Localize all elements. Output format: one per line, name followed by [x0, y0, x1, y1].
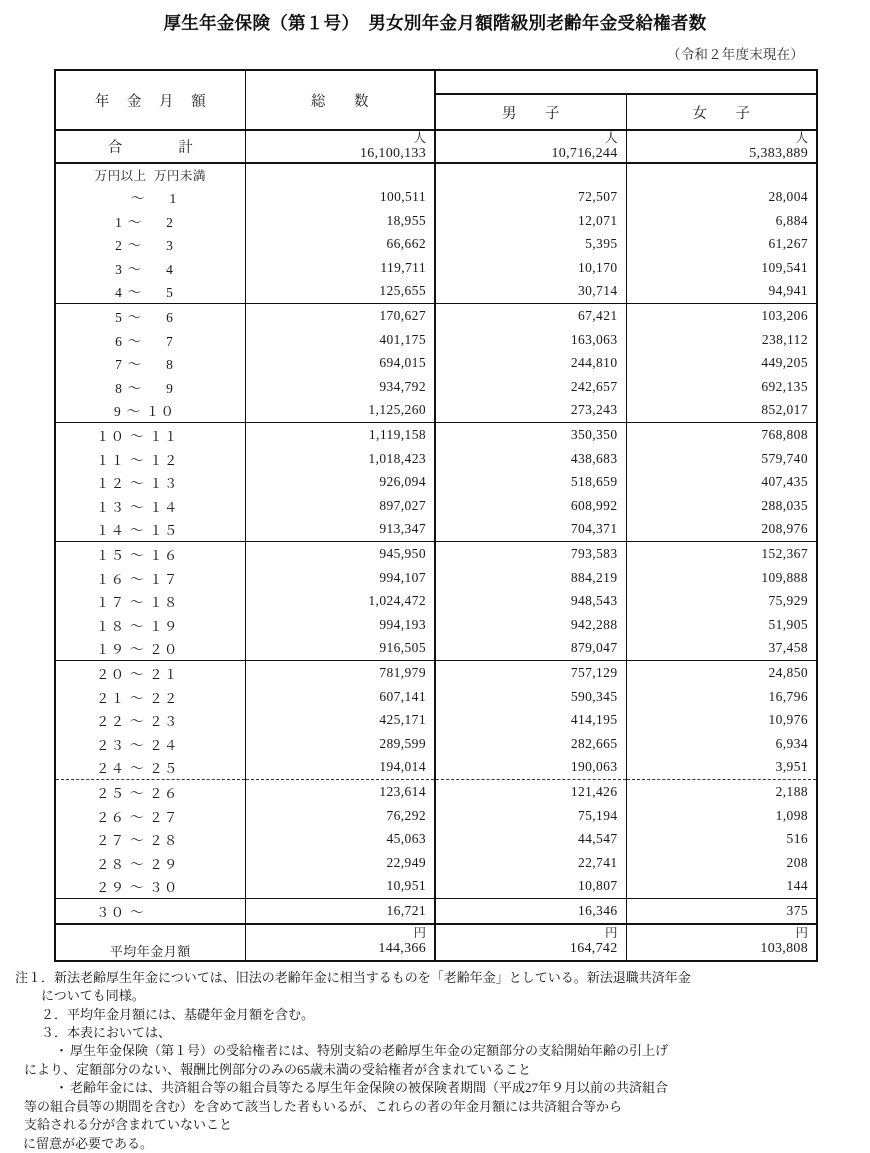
row-range-7 [55, 351, 245, 375]
row-female-25: 2,188 [626, 780, 817, 804]
row-range-29 [55, 874, 245, 898]
row-range-3 [55, 256, 245, 280]
row-female-20: 24,850 [626, 661, 817, 685]
row-range-16 [55, 566, 245, 590]
summary-row-total [55, 130, 817, 163]
table-row [55, 447, 817, 471]
row-range-label: ２５ ～ ２６ [95, 785, 179, 801]
row-female-18: 51,905 [626, 613, 817, 637]
row-total-0: 100,511 [245, 185, 435, 209]
summary-male-unit: 人 [604, 131, 618, 145]
row-range-label: 5 ～ 6 [100, 310, 175, 326]
row-total-23: 289,599 [245, 732, 435, 756]
row-female-13: 288,035 [626, 494, 817, 518]
row-total-12: 926,094 [245, 470, 435, 494]
row-range-2 [55, 232, 245, 256]
row-female-12: 407,435 [626, 470, 817, 494]
table-row [55, 756, 817, 780]
row-total-20: 781,979 [245, 661, 435, 685]
row-range-20 [55, 661, 245, 685]
table-row [55, 304, 817, 328]
table-row [55, 399, 817, 423]
row-range-23 [55, 732, 245, 756]
note-3-bullet-1-continued [15, 1061, 855, 1079]
row-female-22: 10,976 [626, 708, 817, 732]
row-male-15: 793,583 [435, 542, 626, 566]
row-total-18: 994,193 [245, 613, 435, 637]
note-1-continued [15, 987, 855, 1005]
table-row [55, 280, 817, 304]
row-total-5: 170,627 [245, 304, 435, 328]
average-total-unit: 円 [413, 926, 426, 941]
row-total-10: 1,119,158 [245, 423, 435, 447]
row-male-24: 190,063 [435, 756, 626, 780]
row-female-26: 1,098 [626, 804, 817, 828]
summary-total [245, 130, 435, 163]
row-range-24 [55, 756, 245, 780]
row-male-23: 282,665 [435, 732, 626, 756]
header-male-column: 男 子 [435, 94, 626, 130]
note-1 [15, 969, 855, 987]
row-male-9: 273,243 [435, 399, 626, 423]
table-row [55, 661, 817, 685]
row-range-0 [55, 185, 245, 209]
row-range-label: １２ ～ １３ [95, 476, 179, 492]
row-range-11 [55, 447, 245, 471]
row-range-18 [55, 613, 245, 637]
table-row [55, 685, 817, 709]
row-male-11: 438,683 [435, 447, 626, 471]
row-range-label: １６ ～ １７ [95, 571, 179, 587]
table-row [55, 780, 817, 804]
row-male-29: 10,807 [435, 874, 626, 898]
average-total-value: 144,366 [378, 941, 426, 957]
row-range-label: １１ ～ １２ [95, 452, 179, 468]
row-male-21: 590,345 [435, 685, 626, 709]
row-range-13 [55, 494, 245, 518]
note-1-line-1: 新法老齢厚生年金については、旧法の老齢年金に相当するものを「老齢年金」としている。新法退職共済年金 [54, 969, 691, 985]
table-row [55, 351, 817, 375]
row-total-29: 10,951 [245, 874, 435, 898]
row-range-17 [55, 589, 245, 613]
row-range-5 [55, 304, 245, 328]
range-subheader-female-blank [626, 163, 817, 185]
average-total [245, 924, 435, 961]
row-total-19: 916,505 [245, 637, 435, 661]
row-range-label: ２４ ～ ２５ [95, 761, 179, 777]
note-3-text: 本表においては、 [67, 1025, 172, 1041]
row-female-9: 852,017 [626, 399, 817, 423]
row-female-27: 516 [626, 827, 817, 851]
row-male-0: 72,507 [435, 185, 626, 209]
pension-statistics-table [54, 69, 818, 962]
note-1-marker: 注１． [15, 969, 55, 985]
row-female-0: 28,004 [626, 185, 817, 209]
row-range-label: ２０ ～ ２１ [95, 666, 179, 682]
note-3-bullet-2-line-2: 等の組合員等の期間を含む）を含めて該当した者もいるが、これらの者の年金月額には共済組合等から [24, 1098, 623, 1114]
row-female-15: 152,367 [626, 542, 817, 566]
header-spacer [435, 70, 817, 94]
table-row [55, 232, 817, 256]
summary-male [435, 130, 626, 163]
table-row [55, 375, 817, 399]
row-female-7: 449,205 [626, 351, 817, 375]
row-total-7: 694,015 [245, 351, 435, 375]
row-total-27: 45,063 [245, 827, 435, 851]
row-male-22: 414,195 [435, 708, 626, 732]
row-male-6: 163,063 [435, 328, 626, 352]
bullet-icon-2: ・ [55, 1080, 69, 1096]
row-female-2: 61,267 [626, 232, 817, 256]
row-range-label: ３０ ～ [95, 904, 179, 920]
row-total-16: 994,107 [245, 566, 435, 590]
average-female-unit: 円 [795, 926, 808, 941]
row-range-19 [55, 637, 245, 661]
row-range-label: 6 ～ 7 [100, 333, 175, 349]
row-range-label: １７ ～ １８ [95, 595, 179, 611]
note-3-bullet-2-line-3: 支給される分が含まれていないこと [24, 1117, 233, 1133]
table-row [55, 851, 817, 875]
note-3-bullet-1 [15, 1042, 855, 1060]
row-male-7: 244,810 [435, 351, 626, 375]
note-2-text: 平均年金月額には、基礎年金月額を含む。 [67, 1006, 315, 1022]
row-total-14: 913,347 [245, 518, 435, 542]
row-range-4 [55, 280, 245, 304]
row-total-17: 1,024,472 [245, 589, 435, 613]
note-3-bullet-2-continued-b [15, 1116, 855, 1134]
summary-female-unit: 人 [795, 131, 808, 145]
row-range-label: １９ ～ ２０ [95, 642, 179, 658]
row-range-8 [55, 375, 245, 399]
table-row [55, 423, 817, 447]
table-row [55, 494, 817, 518]
average-male [435, 924, 626, 961]
note-2 [15, 1006, 855, 1024]
row-range-label: ２７ ～ ２８ [95, 833, 179, 849]
row-range-label: 4 ～ 5 [100, 285, 175, 301]
row-range-28 [55, 851, 245, 875]
row-male-13: 608,992 [435, 494, 626, 518]
row-male-1: 12,071 [435, 209, 626, 233]
table-row [55, 328, 817, 352]
note-3-bullet-1-line-2: により、定額部分のない、報酬比例部分のみの65歳未満の受給権者が含まれていること [24, 1061, 532, 1077]
row-female-8: 692,135 [626, 375, 817, 399]
table-row [55, 470, 817, 494]
row-range-label: １４ ～ １５ [95, 523, 179, 539]
row-total-22: 425,171 [245, 708, 435, 732]
row-female-16: 109,888 [626, 566, 817, 590]
header-range-column: 年 金 月 額 [55, 70, 245, 130]
row-range-14 [55, 518, 245, 542]
range-subheader-total-blank [245, 163, 435, 185]
row-total-24: 194,014 [245, 756, 435, 780]
row-male-5: 67,421 [435, 304, 626, 328]
row-male-2: 5,395 [435, 232, 626, 256]
summary-total-value: 16,100,133 [360, 145, 426, 161]
row-male-14: 704,371 [435, 518, 626, 542]
row-total-25: 123,614 [245, 780, 435, 804]
table-row [55, 613, 817, 637]
average-female-value: 103,808 [760, 941, 808, 957]
page-subtitle: （令和２年度末現在） [667, 47, 804, 62]
row-total-1: 18,955 [245, 209, 435, 233]
average-female [626, 924, 817, 961]
row-range-label: 9 ～ １０ [99, 404, 176, 420]
row-total-11: 1,018,423 [245, 447, 435, 471]
row-total-26: 76,292 [245, 804, 435, 828]
row-range-label: 1 ～ 2 [100, 214, 175, 230]
note-3-bullet-2 [15, 1079, 855, 1097]
row-total-2: 66,662 [245, 232, 435, 256]
row-male-18: 942,288 [435, 613, 626, 637]
summary-male-value: 10,716,244 [551, 145, 618, 161]
row-male-20: 757,129 [435, 661, 626, 685]
row-female-3: 109,541 [626, 256, 817, 280]
page-title: 厚生年金保険（第１号） 男女別年金月額階級別老齢年金受給権者数 [163, 13, 707, 33]
note-3-bullet-2-continued-a [15, 1098, 855, 1116]
row-range-21 [55, 685, 245, 709]
row-range-label: ～ 1 [97, 191, 178, 207]
average-male-value: 164,742 [569, 941, 618, 957]
row-female-5: 103,206 [626, 304, 817, 328]
row-male-4: 30,714 [435, 280, 626, 304]
row-range-27 [55, 827, 245, 851]
row-male-27: 44,547 [435, 827, 626, 851]
summary-label: 合 計 [55, 130, 245, 163]
row-female-11: 579,740 [626, 447, 817, 471]
row-range-label: ２２ ～ ２３ [95, 714, 179, 730]
row-female-23: 6,934 [626, 732, 817, 756]
average-label: 平均年金月額 [55, 924, 245, 961]
row-total-21: 607,141 [245, 685, 435, 709]
row-female-4: 94,941 [626, 280, 817, 304]
row-female-1: 6,884 [626, 209, 817, 233]
range-subheader-row [55, 163, 817, 185]
header-female-column: 女 子 [626, 94, 817, 130]
table-row [55, 899, 817, 924]
row-range-22 [55, 708, 245, 732]
notes-closing-text: に留意が必要である。 [23, 1135, 154, 1151]
row-range-26 [55, 804, 245, 828]
pension-table-container [54, 69, 816, 962]
row-total-30: 16,721 [245, 899, 435, 924]
table-row [55, 804, 817, 828]
row-female-14: 208,976 [626, 518, 817, 542]
range-subheader-to: 万円未満 [153, 169, 206, 184]
row-range-label: １３ ～ １４ [95, 499, 179, 515]
table-header-row-top [55, 70, 817, 94]
row-range-25 [55, 780, 245, 804]
row-range-15 [55, 542, 245, 566]
table-row [55, 566, 817, 590]
row-range-label: １５ ～ １６ [95, 547, 179, 563]
row-female-10: 768,808 [626, 423, 817, 447]
row-total-15: 945,950 [245, 542, 435, 566]
table-row [55, 185, 817, 209]
note-3-bullet-1-line-1: 厚生年金保険（第１号）の受給権者には、特別支給の老齢厚生年金の定額部分の支給開始年齢の引上げ [70, 1043, 669, 1059]
row-total-4: 125,655 [245, 280, 435, 304]
bullet-icon: ・ [55, 1043, 69, 1059]
row-male-28: 22,741 [435, 851, 626, 875]
summary-total-unit: 人 [413, 131, 426, 145]
row-range-6 [55, 328, 245, 352]
table-row [55, 209, 817, 233]
table-row [55, 827, 817, 851]
row-range-9 [55, 399, 245, 423]
row-total-9: 1,125,260 [245, 399, 435, 423]
row-range-label: ２１ ～ ２２ [95, 690, 179, 706]
row-range-label: 7 ～ 8 [100, 357, 175, 373]
row-range-label: １８ ～ １９ [95, 618, 179, 634]
row-range-label: 8 ～ 9 [100, 380, 175, 396]
table-row [55, 874, 817, 898]
average-row [55, 924, 817, 961]
row-range-10 [55, 423, 245, 447]
note-1-line-2: についても同様。 [41, 988, 145, 1004]
row-total-6: 401,175 [245, 328, 435, 352]
row-range-label: ２８ ～ ２９ [95, 856, 179, 872]
row-male-30: 16,346 [435, 899, 626, 924]
row-range-label: ２９ ～ ３０ [95, 880, 179, 896]
row-male-25: 121,426 [435, 780, 626, 804]
row-range-1 [55, 209, 245, 233]
table-row [55, 708, 817, 732]
row-range-12 [55, 470, 245, 494]
table-row [55, 542, 817, 566]
range-subheader [55, 163, 245, 185]
row-male-12: 518,659 [435, 470, 626, 494]
range-subheader-from: 万円以上 [94, 169, 147, 184]
table-row [55, 518, 817, 542]
row-female-6: 238,112 [626, 328, 817, 352]
table-row [55, 732, 817, 756]
note-3 [15, 1024, 855, 1042]
row-female-28: 208 [626, 851, 817, 875]
row-male-3: 10,170 [435, 256, 626, 280]
row-female-29: 144 [626, 874, 817, 898]
row-range-30 [55, 899, 245, 924]
row-range-label: ２６ ～ ２７ [95, 809, 179, 825]
row-female-19: 37,458 [626, 637, 817, 661]
row-total-3: 119,711 [245, 256, 435, 280]
row-male-19: 879,047 [435, 637, 626, 661]
notes-closing [15, 1135, 855, 1153]
header-total-column: 総 数 [245, 70, 435, 130]
table-row [55, 637, 817, 661]
notes-section [15, 969, 855, 1153]
row-female-17: 75,929 [626, 589, 817, 613]
row-male-16: 884,219 [435, 566, 626, 590]
note-3-bullet-2-line-1: 老齢年金には、共済組合等の組合員等たる厚生年金保険の被保険者期間（平成27年９月以前の共済組合 [70, 1080, 669, 1096]
summary-female [626, 130, 817, 163]
row-range-label: 2 ～ 3 [100, 238, 175, 254]
row-male-8: 242,657 [435, 375, 626, 399]
row-total-13: 897,027 [245, 494, 435, 518]
row-range-label: ２３ ～ ２４ [95, 737, 179, 753]
row-female-24: 3,951 [626, 756, 817, 780]
row-male-10: 350,350 [435, 423, 626, 447]
row-total-8: 934,792 [245, 375, 435, 399]
table-row [55, 589, 817, 613]
row-male-17: 948,543 [435, 589, 626, 613]
note-3-marker: ３． [41, 1025, 68, 1041]
average-male-unit: 円 [604, 926, 618, 941]
row-range-label: 3 ～ 4 [100, 261, 175, 277]
row-total-28: 22,949 [245, 851, 435, 875]
row-range-label: １０ ～ １１ [95, 429, 179, 444]
row-male-26: 75,194 [435, 804, 626, 828]
range-subheader-male-blank [435, 163, 626, 185]
row-female-21: 16,796 [626, 685, 817, 709]
note-2-marker: ２． [41, 1006, 68, 1022]
row-female-30: 375 [626, 899, 817, 924]
table-row [55, 256, 817, 280]
summary-female-value: 5,383,889 [749, 145, 808, 161]
